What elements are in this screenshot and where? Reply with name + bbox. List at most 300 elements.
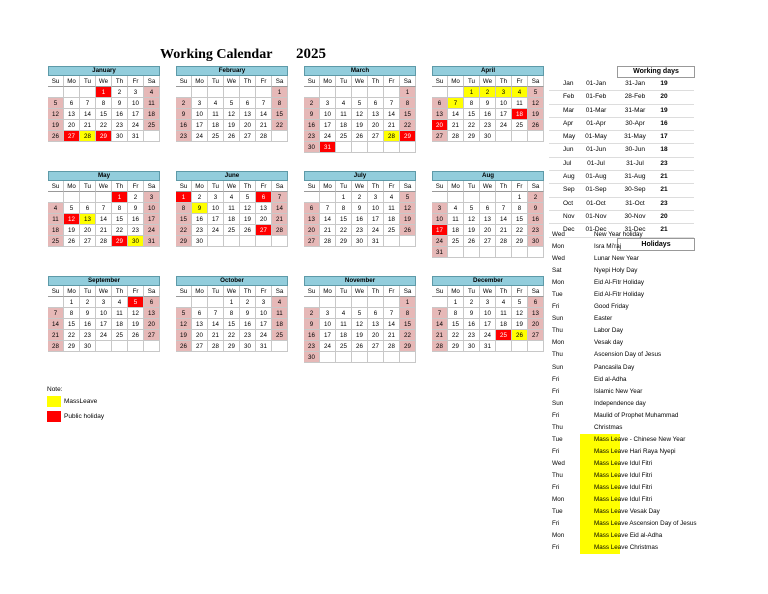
day-header: We	[480, 76, 496, 87]
day-cell: 17	[144, 214, 160, 225]
day-cell: 20	[368, 330, 384, 341]
day-cell: 25	[512, 120, 528, 131]
month-label: Sep	[563, 186, 575, 194]
holidays-header: Holidays	[617, 238, 695, 251]
day-cell: 8	[224, 308, 240, 319]
day-header: Su	[432, 76, 448, 87]
day-cell: 8	[464, 98, 480, 109]
holiday-name: Pancasila Day	[594, 363, 635, 371]
empty-cell	[48, 297, 64, 308]
day-cell: 24	[192, 131, 208, 142]
day-cell: 18	[336, 330, 352, 341]
day-header: Sa	[528, 286, 544, 297]
day-cell: 8	[112, 203, 128, 214]
holiday-weekday: Fri	[552, 520, 560, 528]
day-cell: 31	[128, 131, 144, 142]
holiday-weekday: Thu	[552, 351, 563, 359]
day-cell: 28	[384, 341, 400, 352]
empty-cell	[224, 236, 240, 247]
holiday-name: Mass Leave Idul Fitri	[594, 496, 653, 504]
day-cell: 8	[96, 98, 112, 109]
day-cell: 4	[272, 297, 288, 308]
holiday-name: Eid al-Adha	[594, 375, 627, 383]
day-cell: 13	[432, 109, 448, 120]
holiday-row	[552, 434, 742, 446]
day-cell: 22	[272, 120, 288, 131]
empty-cell	[320, 297, 336, 308]
end-date: 30-Sep	[624, 186, 646, 194]
day-cell: 1	[272, 87, 288, 98]
day-cell: 23	[464, 330, 480, 341]
day-cell: 13	[368, 109, 384, 120]
day-header: Sa	[400, 181, 416, 192]
day-header: Th	[240, 181, 256, 192]
end-date: 30-Jun	[625, 146, 645, 154]
day-cell: 23	[352, 225, 368, 236]
day-cell: 30	[112, 131, 128, 142]
holiday-name: Mass Leave Idul Fitri	[594, 459, 653, 467]
month-february	[176, 66, 288, 142]
empty-cell	[352, 297, 368, 308]
day-cell: 29	[96, 131, 112, 142]
working-days-row	[549, 211, 694, 224]
holiday-weekday: Sun	[552, 399, 564, 407]
holiday-weekday: Fri	[552, 447, 560, 455]
empty-cell	[368, 352, 384, 363]
day-count: 21	[660, 186, 668, 194]
day-cell: 5	[128, 297, 144, 308]
day-cell: 30	[480, 131, 496, 142]
holiday-name: Mass Leave Eid al-Adha	[594, 532, 663, 540]
day-cell: 27	[144, 330, 160, 341]
day-header: Tu	[208, 181, 224, 192]
day-cell: 6	[144, 297, 160, 308]
day-cell: 27	[192, 341, 208, 352]
holiday-row	[552, 349, 742, 361]
end-date: 31-Dec	[624, 226, 646, 234]
day-cell: 6	[432, 98, 448, 109]
day-cell: 4	[336, 308, 352, 319]
day-cell: 7	[320, 203, 336, 214]
empty-cell	[496, 131, 512, 142]
day-cell: 2	[352, 192, 368, 203]
day-cell: 1	[112, 192, 128, 203]
day-cell: 2	[464, 297, 480, 308]
day-cell: 31	[432, 247, 448, 258]
day-cell: 24	[432, 236, 448, 247]
end-date: 28-Feb	[624, 93, 646, 101]
holiday-row	[552, 386, 742, 398]
day-cell: 19	[176, 330, 192, 341]
day-cell: 10	[432, 214, 448, 225]
day-cell: 27	[240, 131, 256, 142]
holiday-weekday: Sat	[552, 267, 562, 275]
month-january	[48, 66, 160, 142]
holiday-weekday: Fri	[552, 387, 560, 395]
day-cell: 3	[144, 192, 160, 203]
day-header: Th	[240, 76, 256, 87]
day-cell: 19	[352, 120, 368, 131]
day-cell: 19	[528, 109, 544, 120]
day-header: Mo	[64, 286, 80, 297]
day-cell: 21	[320, 225, 336, 236]
working-days-header: Working days	[617, 66, 695, 78]
day-cell: 29	[464, 131, 480, 142]
day-cell: 8	[336, 203, 352, 214]
day-cell: 8	[400, 308, 416, 319]
empty-cell	[528, 247, 544, 258]
day-cell: 28	[256, 131, 272, 142]
end-date: 30-Apr	[625, 119, 645, 127]
day-cell: 2	[80, 297, 96, 308]
day-cell: 2	[304, 308, 320, 319]
day-count: 21	[660, 226, 668, 234]
day-header: Tu	[464, 286, 480, 297]
holiday-weekday: Mon	[552, 496, 565, 504]
day-cell: 31	[144, 236, 160, 247]
day-cell: 17	[256, 319, 272, 330]
day-cell: 19	[352, 330, 368, 341]
empty-cell	[96, 341, 112, 352]
day-cell: 22	[112, 225, 128, 236]
empty-cell	[336, 297, 352, 308]
day-cell: 25	[384, 225, 400, 236]
holiday-weekday: Fri	[552, 411, 560, 419]
holiday-row	[552, 422, 742, 434]
day-header: Sa	[528, 181, 544, 192]
empty-cell	[432, 87, 448, 98]
day-cell: 10	[128, 98, 144, 109]
empty-cell	[384, 142, 400, 153]
day-cell: 1	[448, 297, 464, 308]
day-header: Fr	[128, 181, 144, 192]
holiday-row	[552, 530, 742, 542]
day-cell: 6	[368, 308, 384, 319]
day-cell: 24	[128, 120, 144, 131]
day-cell: 9	[480, 98, 496, 109]
day-cell: 6	[304, 203, 320, 214]
day-cell: 13	[304, 214, 320, 225]
day-cell: 30	[304, 142, 320, 153]
day-cell: 5	[400, 192, 416, 203]
day-cell: 4	[208, 98, 224, 109]
month-name: May	[48, 171, 160, 181]
start-date: 01-Feb	[585, 93, 607, 101]
day-cell: 13	[240, 109, 256, 120]
day-cell: 11	[208, 109, 224, 120]
day-cell: 30	[352, 236, 368, 247]
day-cell: 24	[320, 131, 336, 142]
empty-cell	[528, 341, 544, 352]
day-cell: 14	[256, 109, 272, 120]
day-cell: 29	[112, 236, 128, 247]
day-cell: 6	[480, 203, 496, 214]
empty-cell	[464, 247, 480, 258]
day-cell: 17	[320, 330, 336, 341]
day-cell: 7	[256, 98, 272, 109]
day-header: Fr	[128, 76, 144, 87]
start-date: 01-Sep	[585, 186, 607, 194]
month-name: March	[304, 66, 416, 76]
month-label: Dec	[563, 226, 575, 234]
day-cell: 15	[336, 214, 352, 225]
holiday-row	[552, 470, 742, 482]
day-cell: 15	[224, 319, 240, 330]
day-header: Th	[112, 76, 128, 87]
empty-cell	[480, 192, 496, 203]
day-cell: 24	[208, 225, 224, 236]
day-cell: 4	[496, 297, 512, 308]
day-cell: 14	[448, 109, 464, 120]
day-header: Mo	[192, 286, 208, 297]
day-cell: 26	[352, 131, 368, 142]
empty-cell	[192, 297, 208, 308]
day-count: 17	[660, 133, 668, 141]
day-cell: 21	[384, 330, 400, 341]
working-days-rows	[549, 78, 694, 238]
day-cell: 5	[64, 203, 80, 214]
day-cell: 18	[448, 225, 464, 236]
day-cell: 4	[512, 87, 528, 98]
day-cell: 11	[384, 203, 400, 214]
day-cell: 3	[192, 98, 208, 109]
day-cell: 13	[528, 308, 544, 319]
holiday-list	[552, 229, 742, 554]
month-label: Jan	[563, 80, 574, 87]
day-cell: 6	[64, 98, 80, 109]
holiday-row	[552, 374, 742, 386]
day-cell: 25	[144, 120, 160, 131]
day-cell: 6	[256, 192, 272, 203]
month-november	[304, 276, 416, 363]
holiday-name: Vesak day	[594, 339, 624, 347]
day-cell: 4	[384, 192, 400, 203]
day-cell: 21	[256, 120, 272, 131]
empty-cell	[384, 236, 400, 247]
day-header: Tu	[80, 76, 96, 87]
day-header: Su	[48, 181, 64, 192]
holiday-name: Good Friday	[594, 303, 629, 311]
day-header: Tu	[464, 76, 480, 87]
day-cell: 16	[528, 214, 544, 225]
day-cell: 18	[512, 109, 528, 120]
day-header: Mo	[192, 76, 208, 87]
day-cell: 15	[176, 214, 192, 225]
day-cell: 13	[144, 308, 160, 319]
day-cell: 13	[80, 214, 96, 225]
empty-cell	[448, 247, 464, 258]
day-cell: 3	[96, 297, 112, 308]
day-header: Su	[432, 181, 448, 192]
empty-cell	[192, 87, 208, 98]
day-cell: 25	[336, 341, 352, 352]
holiday-name: Isra Mi'raj	[594, 243, 622, 251]
day-cell: 12	[352, 319, 368, 330]
day-count: 23	[660, 199, 668, 207]
month-name: July	[304, 171, 416, 181]
day-header: Fr	[384, 286, 400, 297]
day-cell: 1	[464, 87, 480, 98]
day-header: Fr	[384, 76, 400, 87]
day-cell: 1	[96, 87, 112, 98]
empty-cell	[64, 192, 80, 203]
day-cell: 6	[80, 203, 96, 214]
empty-cell	[208, 87, 224, 98]
month-aug	[432, 171, 544, 258]
day-cell: 14	[208, 319, 224, 330]
day-cell: 9	[304, 109, 320, 120]
day-cell: 8	[400, 98, 416, 109]
day-cell: 10	[320, 319, 336, 330]
working-days-row	[549, 105, 694, 118]
day-cell: 28	[272, 225, 288, 236]
holiday-weekday: Fri	[552, 303, 560, 311]
day-header: Sa	[272, 181, 288, 192]
day-header: Su	[176, 76, 192, 87]
day-cell: 21	[496, 225, 512, 236]
start-date: 01-Apr	[586, 119, 606, 127]
empty-cell	[352, 142, 368, 153]
day-cell: 30	[128, 236, 144, 247]
start-date: 01-Dec	[585, 226, 607, 234]
day-header: Sa	[400, 286, 416, 297]
day-header: Su	[176, 286, 192, 297]
day-cell: 27	[304, 236, 320, 247]
start-date: 01-Aug	[585, 173, 607, 181]
end-date: 31-Jul	[626, 159, 644, 167]
day-header: Fr	[256, 181, 272, 192]
holiday-name: Mass Leave Idul Fitri	[594, 471, 653, 479]
holiday-name: Ascension Day of Jesus	[594, 351, 662, 359]
day-cell: 22	[512, 225, 528, 236]
day-cell: 17	[368, 214, 384, 225]
day-cell: 23	[80, 330, 96, 341]
day-cell: 18	[272, 319, 288, 330]
day-cell: 22	[96, 120, 112, 131]
day-cell: 8	[64, 308, 80, 319]
month-name: December	[432, 276, 544, 286]
day-cell: 14	[320, 214, 336, 225]
empty-cell	[176, 87, 192, 98]
day-cell: 19	[240, 214, 256, 225]
day-cell: 28	[496, 236, 512, 247]
day-cell: 29	[64, 341, 80, 352]
holiday-name: New Year holiday	[594, 231, 643, 238]
holiday-row	[552, 542, 742, 554]
day-header: Fr	[512, 181, 528, 192]
day-cell: 11	[272, 308, 288, 319]
day-cell: 30	[240, 341, 256, 352]
day-cell: 13	[64, 109, 80, 120]
month-label: Aug	[563, 173, 575, 181]
day-cell: 22	[448, 330, 464, 341]
day-cell: 28	[80, 131, 96, 142]
day-cell: 20	[528, 319, 544, 330]
day-cell: 8	[448, 308, 464, 319]
day-cell: 17	[192, 120, 208, 131]
day-cell: 4	[336, 98, 352, 109]
month-label: Jul	[563, 159, 572, 167]
day-cell: 5	[352, 98, 368, 109]
working-days-row	[549, 78, 694, 91]
day-header: Mo	[320, 76, 336, 87]
holiday-row	[552, 241, 742, 253]
day-cell: 30	[528, 236, 544, 247]
empty-cell	[320, 192, 336, 203]
day-cell: 31	[368, 236, 384, 247]
empty-cell	[432, 192, 448, 203]
empty-cell	[400, 352, 416, 363]
day-cell: 28	[320, 236, 336, 247]
day-header: We	[96, 76, 112, 87]
day-cell: 2	[480, 87, 496, 98]
day-cell: 3	[480, 297, 496, 308]
start-date: 01-Jul	[587, 159, 605, 167]
empty-cell	[368, 142, 384, 153]
month-march	[304, 66, 416, 153]
legend-title: Note:	[47, 386, 63, 393]
day-cell: 31	[320, 142, 336, 153]
day-header: Sa	[144, 181, 160, 192]
day-cell: 16	[304, 330, 320, 341]
day-header: We	[96, 286, 112, 297]
empty-cell	[384, 87, 400, 98]
day-cell: 9	[192, 203, 208, 214]
start-date: 01-May	[585, 133, 607, 141]
day-cell: 26	[64, 236, 80, 247]
day-cell: 8	[176, 203, 192, 214]
day-cell: 7	[384, 308, 400, 319]
empty-cell	[208, 236, 224, 247]
day-cell: 14	[96, 214, 112, 225]
day-cell: 15	[464, 109, 480, 120]
day-cell: 18	[496, 319, 512, 330]
day-cell: 14	[384, 319, 400, 330]
day-cell: 26	[528, 120, 544, 131]
day-cell: 12	[400, 203, 416, 214]
day-cell: 17	[96, 319, 112, 330]
day-header: Su	[48, 76, 64, 87]
day-header: Su	[304, 76, 320, 87]
holiday-row	[552, 494, 742, 506]
day-cell: 19	[224, 120, 240, 131]
day-cell: 11	[336, 319, 352, 330]
day-count: 19	[660, 80, 668, 87]
day-cell: 15	[96, 109, 112, 120]
day-cell: 5	[352, 308, 368, 319]
empty-cell	[512, 247, 528, 258]
day-cell: 21	[96, 225, 112, 236]
end-date: 31-Oct	[625, 199, 645, 207]
day-cell: 15	[512, 214, 528, 225]
day-header: Mo	[448, 76, 464, 87]
day-header: Sa	[272, 286, 288, 297]
legend-item	[47, 410, 104, 423]
day-cell: 16	[192, 214, 208, 225]
month-label: Feb	[563, 93, 575, 101]
day-cell: 17	[496, 109, 512, 120]
day-cell: 19	[464, 225, 480, 236]
day-header: Tu	[208, 286, 224, 297]
day-cell: 16	[464, 319, 480, 330]
month-label: Oct	[563, 199, 574, 207]
day-cell: 4	[448, 203, 464, 214]
day-count: 19	[660, 106, 668, 114]
day-cell: 12	[512, 308, 528, 319]
holiday-row	[552, 289, 742, 301]
empty-cell	[400, 142, 416, 153]
empty-cell	[256, 236, 272, 247]
